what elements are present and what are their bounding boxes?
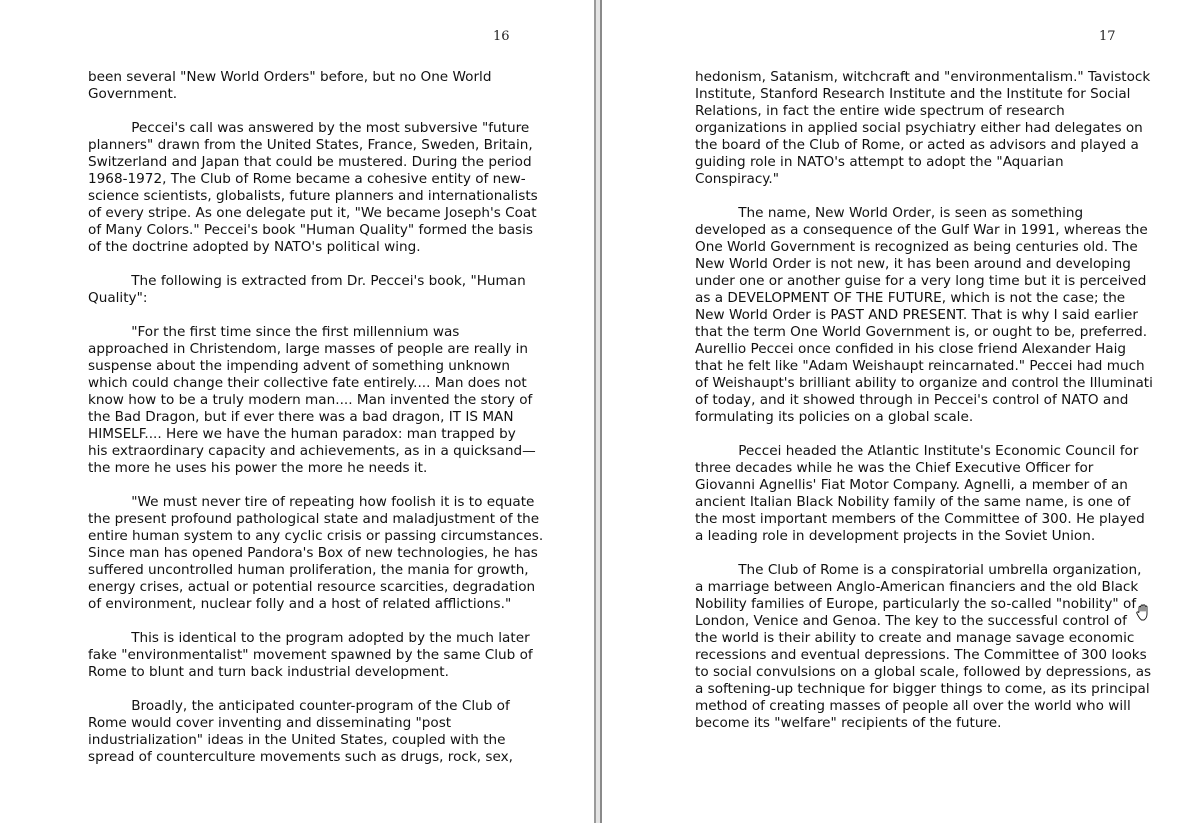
text-line: organizations in applied social psychiatry either had delegates on: [695, 120, 1143, 136]
paragraph: [695, 205, 1153, 426]
text-line: that he felt like "Adam Weishaupt reincarnated." Peccei had much: [695, 358, 1145, 374]
text-line: "For the first time since the first millennium was: [88, 324, 460, 340]
text-line: suffered uncontrolled human proliferation, the mania for growth,: [88, 562, 529, 578]
text-line: a leading role in development projects in the Soviet Union.: [695, 528, 1096, 544]
paragraph: [88, 120, 538, 256]
text-line: Broadly, the anticipated counter-program of the Club of: [88, 698, 510, 714]
paragraph: [88, 273, 526, 307]
text-line: Rome to blunt and turn back industrial development.: [88, 664, 449, 680]
text-line: recessions and eventual depressions. The Committee of 300 looks: [695, 647, 1147, 663]
text-line: Relations, in fact the entire wide spectrum of research: [695, 103, 1065, 119]
text-line: of environment, nuclear folly and a host of related afflictions.": [88, 596, 512, 612]
paragraph: [695, 69, 1151, 188]
text-line: Quality":: [88, 290, 148, 306]
text-line: London, Venice and Genoa. The key to the successful control of: [695, 613, 1127, 629]
text-line: spread of counterculture movements such as drugs, rock, sex,: [88, 749, 513, 765]
text-line: entire human system to any cyclic crisis or passing circumstances.: [88, 528, 544, 544]
page-number-right: 17: [1099, 29, 1116, 44]
text-line: New World Order is PAST AND PRESENT. That is why I said earlier: [695, 307, 1138, 323]
text-line: the present profound pathological state and maladjustment of the: [88, 511, 540, 527]
text-line: The following is extracted from Dr. Peccei's book, "Human: [88, 273, 526, 289]
text-line: ancient Italian Black Nobility family of the same name, is one of: [695, 494, 1131, 510]
paragraph: [88, 69, 508, 103]
text-line: of Many Colors." Peccei's book "Human Quality" formed the basis: [88, 222, 533, 238]
hand-cursor-icon: [1134, 603, 1154, 623]
text-line: three decades while he was the Chief Executive Officer for: [695, 460, 1094, 476]
text-line: Switzerland and Japan that could be mustered. During the period: [88, 154, 532, 170]
text-line: the world is their ability to create and manage savage economic: [695, 630, 1135, 646]
text-line: his extraordinary capacity and achievements, as in a quicksand—: [88, 443, 536, 459]
left-page: [0, 0, 594, 823]
text-line: which could change their collective fate entirely.... Man does not: [88, 375, 527, 391]
left-page-body-text: [88, 69, 544, 783]
paragraph: [88, 698, 513, 766]
text-line: This is identical to the program adopted by the much later: [88, 630, 530, 646]
page-gutter-divider: [594, 0, 604, 823]
text-line: developed as a consequence of the Gulf War in 1991, whereas the: [695, 222, 1148, 238]
text-line: Rome would cover inventing and disseminating "post: [88, 715, 452, 731]
text-line: planners" drawn from the United States, France, Sweden, Britain,: [88, 137, 533, 153]
text-line: Peccei's call was answered by the most subversive "future: [88, 120, 530, 136]
text-line: The name, New World Order, is seen as something: [695, 205, 1084, 221]
text-line: industrialization" ideas in the United States, coupled with the: [88, 732, 506, 748]
text-line: Aurellio Peccei once confided in his close friend Alexander Haig: [695, 341, 1126, 357]
text-line: 1968-1972, The Club of Rome became a cohesive entity of new-: [88, 171, 526, 187]
text-line: the most important members of the Committee of 300. He played: [695, 511, 1145, 527]
text-line: hedonism, Satanism, witchcraft and "environmentalism." Tavistock: [695, 69, 1151, 85]
paragraph: [88, 324, 536, 477]
text-line: under one or another guise for a very long time but it is perceived: [695, 273, 1147, 289]
text-line: a marriage between Anglo-American financiers and the old Black: [695, 579, 1139, 595]
paragraph: [88, 630, 533, 681]
text-line: One World Government is recognized as being centuries old. The: [695, 239, 1138, 255]
text-line: Institute, Stanford Research Institute and the Institute for Social: [695, 86, 1131, 102]
text-line: energy crises, actual or potential resource scarcities, degradation: [88, 579, 536, 595]
text-line: to social convulsions on a global scale, followed by depressions, as: [695, 664, 1152, 680]
text-line: Nobility families of Europe, particularly the so-called "nobility" of: [695, 596, 1137, 612]
text-line: fake "environmentalist" movement spawned by the same Club of: [88, 647, 533, 663]
text-line: that the term One World Government is, or ought to be, preferred.: [695, 324, 1148, 340]
right-page: [604, 0, 1200, 823]
text-line: Peccei headed the Atlantic Institute's Economic Council for: [695, 443, 1139, 459]
text-line: "We must never tire of repeating how foolish it is to equate: [88, 494, 535, 510]
text-line: guiding role in NATO's attempt to adopt the "Aquarian: [695, 154, 1064, 170]
text-line: Giovanni Agnellis' Fiat Motor Company. Agnelli, a member of an: [695, 477, 1128, 493]
text-line: New World Order is not new, it has been around and developing: [695, 256, 1131, 272]
text-line: of Weishaupt's brilliant ability to organize and control the Illuminati: [695, 375, 1153, 391]
text-line: know how to be a truly modern man.... Man invented the story of: [88, 392, 533, 408]
text-line: method of creating masses of people all over the world who will: [695, 698, 1131, 714]
text-line: HIMSELF.... Here we have the human paradox: man trapped by: [88, 426, 516, 442]
paragraph: [695, 562, 1152, 732]
paragraph: [695, 443, 1145, 545]
text-line: the board of the Club of Rome, or acted as advisors and played a: [695, 137, 1139, 153]
text-line: Since man has opened Pandora's Box of new technologies, he has: [88, 545, 538, 561]
text-line: of the doctrine adopted by NATO's political wing.: [88, 239, 421, 255]
text-line: the Bad Dragon, but if ever there was a bad dragon, IT IS MAN: [88, 409, 514, 425]
text-line: Conspiracy.": [695, 171, 779, 187]
paragraph: [88, 494, 544, 613]
text-line: become its "welfare" recipients of the future.: [695, 715, 1002, 731]
page-number-left: 16: [493, 29, 510, 44]
text-line: as a DEVELOPMENT OF THE FUTURE, which is not the case; the: [695, 290, 1126, 306]
text-line: Government.: [88, 86, 178, 102]
text-line: of today, and it showed through in Peccei's control of NATO and: [695, 392, 1129, 408]
text-line: of every stripe. As one delegate put it, "We became Joseph's Coat: [88, 205, 537, 221]
text-line: the more he uses his power the more he needs it.: [88, 460, 428, 476]
text-line: been several "New World Orders" before, but no One World: [88, 69, 492, 85]
text-line: formulating its policies on a global scale.: [695, 409, 974, 425]
text-line: The Club of Rome is a conspiratorial umbrella organization,: [695, 562, 1142, 578]
text-line: suspense about the impending advent of something unknown: [88, 358, 511, 374]
text-line: science scientists, globalists, future planners and internationalists: [88, 188, 538, 204]
text-line: a softening-up technique for bigger things to come, as its principal: [695, 681, 1150, 697]
text-line: approached in Christendom, large masses of people are really in: [88, 341, 529, 357]
right-page-body-text: [695, 69, 1153, 749]
